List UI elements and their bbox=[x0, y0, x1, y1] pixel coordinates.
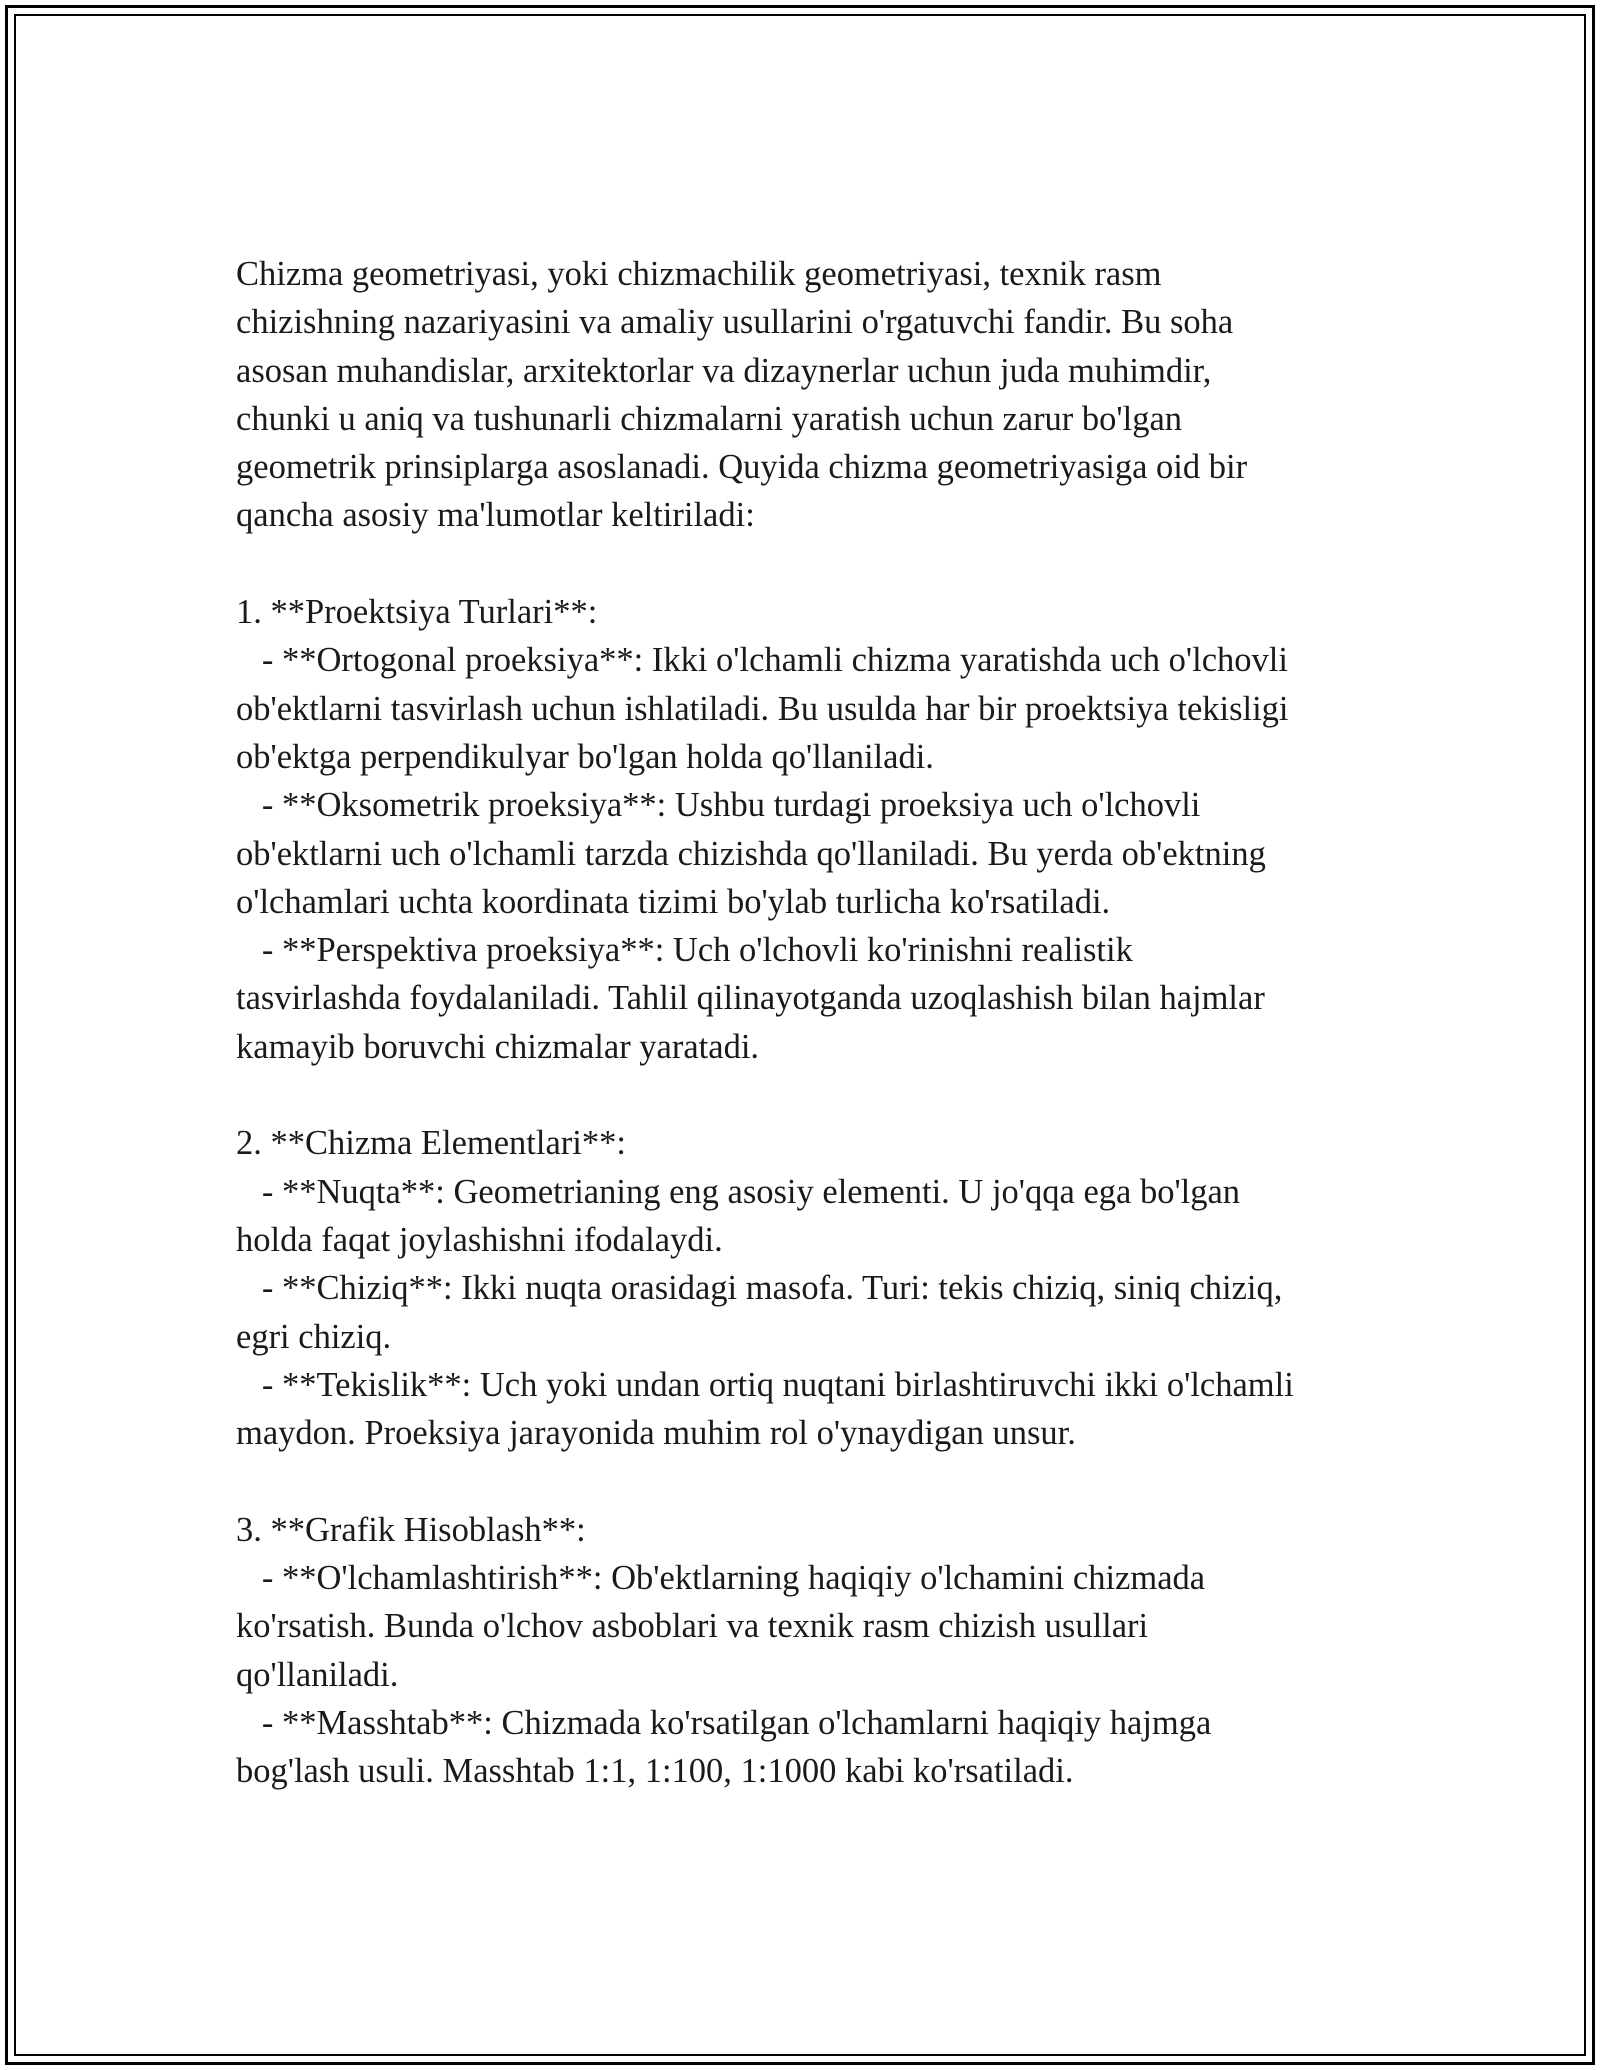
document-body-text: Chizma geometriyasi, yoki chizmachilik geometriyasi, texnik rasm chizishning nazariyasini va amaliy usullarini o'rgatuvchi fandir. Bu soha asosan muhandislar, arxitektorlar va dizaynerlar uchun juda muhimdir, chunki u aniq va tushunarli chizmalarni yaratish uchun zarur bo'lgan geometrik prinsiplarga asoslanadi. Quyida chizma geometriyasiga oid bir qancha asosiy ma'lumotlar keltiriladi: 1. **Proektsiya Turlari**: - **Ortogonal proeksiya**: Ikki o'lchamli chizma yaratishda uch o'lchovli ob'ektlarni tasvirlash uchun ishlatiladi. Bu usulda har bir proektsiya tekisligi ob'ektga perpendikulyar bo'lgan holda qo'llaniladi. - **Oksometrik proeksiya**: Ushbu turdagi proeksiya uch o'lchovli ob'ektlarni uch o'lchamli tarzda chizishda qo'llaniladi. Bu yerda ob'ektning o'lchamlari uchta koordinata tizimi bo'ylab turlicha ko'rsatiladi. - **Perspektiva proeksiya**: Uch o'lchovli ko'rinishni realistik tasvirlashda foydalaniladi. Tahlil qilinayotganda uzoqlashish bilan hajmlar kamayib boruvchi chizmalar yaratadi. 2. **Chizma Elementlari**: - **Nuqta**: Geometrianing eng asosiy elementi. U jo'qqa ega bo'lgan holda faqat joylashishni ifodalaydi. - **Chiziq**: Ikki nuqta orasidagi masofa. Turi: tekis chiziq, siniq chiziq, egri chiziq. - **Tekislik**: Uch yoki undan ortiq nuqtani birlashtiruvchi ikki o'lchamli maydon. Proeksiya jarayonida muhim rol o'ynaydigan unsur. 3. **Grafik Hisoblash**: - **O'lchamlashtirish**: Ob'ektlarning haqiqiy o'lchamini chizmada ko'rsatish. Bunda o'lchov asboblari va texnik rasm chizish usullari qo'llaniladi. - **Masshtab**: Chizmada ko'rsatilgan o'lchamlarni haqiqiy hajmga bog'lash usuli. Masshtab 1:1, 1:100, 1:1000 kabi ko'rsatiladi. bbox=[236, 255, 1294, 1791]
